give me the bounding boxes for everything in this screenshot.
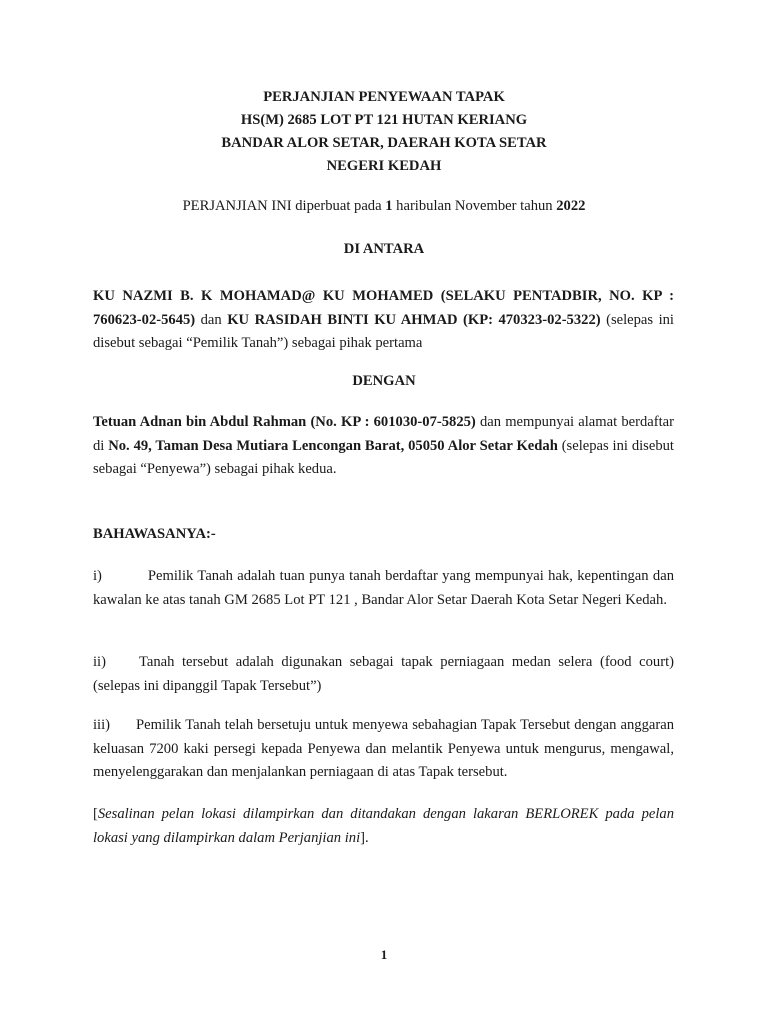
title-line-4: NEGERI KEDAH (326, 158, 442, 174)
party-two-paragraph (93, 411, 674, 482)
title-line-2: HS(M) 2685 LOT PT 121 HUTAN KERIANG (240, 112, 528, 128)
heading-dengan: DENGAN (352, 373, 416, 389)
clause-2 (93, 651, 674, 698)
title-line-1: PERJANJIAN PENYEWAAN TAPAK (263, 89, 505, 105)
clause-2-number: ii) (93, 654, 106, 670)
party-two-address: No. 49, Taman Desa Mutiara Lencongan Barat, 05050 Alor Setar Kedah (108, 437, 558, 454)
date-year: 2022 (556, 198, 586, 214)
clause-1-number: i) (93, 568, 102, 584)
heading-bahawasanya: BAHAWASANYA:- (93, 526, 216, 542)
date-prefix: PERJANJIAN INI diperbuat pada (182, 198, 386, 214)
party-two-desc: (selepas ini disebut sebagai “Penyewa”) sebagai pihak kedua. (93, 437, 674, 477)
clause-1 (93, 565, 674, 612)
date-middle: haribulan November tahun (392, 198, 557, 214)
agreement-date-line (0, 195, 768, 217)
clause-2-text: Tanah tersebut adalah digunakan sebagai tapak perniagaan medan selera (food court) (selepas ini dipanggil Tapak Tersebut”) (93, 654, 674, 694)
document-title (0, 86, 768, 178)
party-one-conj: dan (195, 311, 228, 328)
party-two-text: dan mempunyai alamat berdaftar di (93, 414, 674, 454)
note-close-bracket: ]. (360, 829, 369, 846)
page-number: 1 (380, 947, 388, 962)
clause-3-text: Pemilik Tanah telah bersetuju untuk menyewa sebahagian Tapak Tersebut dengan anggaran keluasan 7200 kaki persegi kepada Penyewa dan melantik Penyewa untuk mengurus, mengawal, menyelenggarakan dan menjalankan perniagaan di atas Tapak tersebut. (93, 717, 674, 780)
party-one-name: KU NAZMI B. K MOHAMAD@ KU MOHAMED (SELAKU PENTADBIR, NO. KP : 760623-02-5645) (93, 288, 674, 328)
clause-3 (93, 714, 674, 785)
clause-1-text: Pemilik Tanah adalah tuan punya tanah berdaftar yang mempunyai hak, kepentingan dan kawalan ke atas tanah GM 2685 Lot PT 121 , Bandar Alor Setar Daerah Kota Setar Negeri Kedah. (93, 568, 674, 608)
note-open-bracket: [ (93, 806, 98, 822)
party-one-paragraph (93, 285, 674, 356)
party-one-second-name: KU RASIDAH BINTI KU AHMAD (KP: 470323-02-5322) (227, 311, 601, 328)
attachment-note (93, 803, 674, 850)
party-one-desc: (selepas ini disebut sebagai “Pemilik Tanah”) sebagai pihak pertama (93, 311, 674, 351)
note-text: Sesalinan pelan lokasi dilampirkan dan ditandakan dengan lakaran BERLOREK pada pelan lokasi yang dilampirkan dalam Perjanjian ini (93, 806, 674, 846)
party-two-name: Tetuan Adnan bin Abdul Rahman (No. KP : 601030-07-5825) (93, 414, 476, 430)
clause-3-number: iii) (93, 717, 111, 733)
date-day: 1 (385, 198, 393, 214)
title-line-3: BANDAR ALOR SETAR, DAERAH KOTA SETAR (221, 135, 547, 151)
heading-di-antara: DI ANTARA (343, 241, 425, 257)
